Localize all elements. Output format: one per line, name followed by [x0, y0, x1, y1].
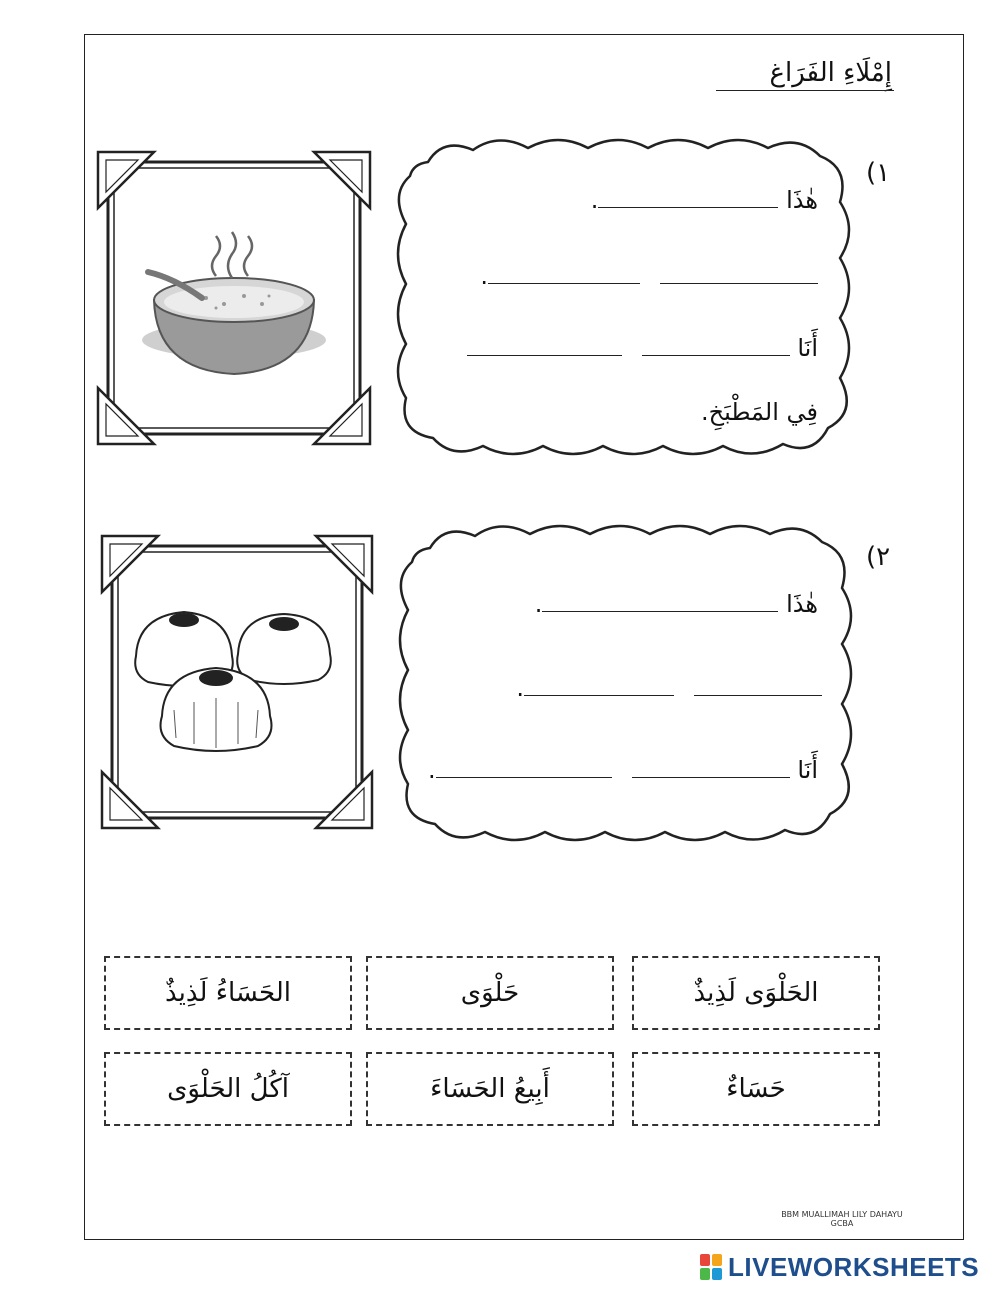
q1-line-3	[467, 334, 818, 362]
word-bank-item-1[interactable]: الحَلْوَى لَذِيذٌ	[632, 956, 880, 1030]
q2-blank-3[interactable]	[524, 693, 674, 696]
q1-line2-end: .	[480, 262, 488, 290]
liveworksheets-icon	[700, 1254, 722, 1280]
word-bank-item-3[interactable]: الحَسَاءُ لَذِيذٌ	[104, 956, 352, 1030]
worksheet-title: إِمْلَاءِ الفَرَاغ	[769, 58, 892, 88]
q2-blank-1[interactable]	[542, 609, 778, 612]
q2-line2-end: .	[516, 674, 524, 702]
word-bank-item-6[interactable]: آكُلُ الحَلْوَى	[104, 1052, 352, 1126]
liveworksheets-logo[interactable]	[700, 1252, 979, 1282]
q2-line1-start: هٰذَا	[786, 590, 818, 618]
author-credit	[762, 1210, 922, 1228]
credit-line-2: GCBA	[830, 1219, 854, 1228]
q2-blank-2[interactable]	[694, 693, 822, 696]
q1-line1-end: .	[590, 186, 599, 214]
q2-line-1	[535, 590, 818, 618]
q1-line3-start: أَنَا	[797, 334, 818, 362]
word-bank-item-4[interactable]: حَسَاءٌ	[632, 1052, 880, 1126]
q2-line-2	[516, 674, 822, 702]
q1-blank-2[interactable]	[660, 281, 818, 284]
q1-line1-start: هٰذَا	[786, 186, 818, 214]
q2-line3-end: .	[428, 756, 436, 784]
q1-blank-4[interactable]	[642, 353, 790, 356]
q1-line-2	[480, 262, 818, 290]
picture-frame-2	[98, 532, 376, 832]
q2-line-3	[428, 756, 818, 784]
question-number-1: ١)	[866, 158, 891, 188]
credit-line-1: BBM MUALLIMAH LILY DAHAYU	[781, 1210, 903, 1219]
question-number-2: ٢)	[866, 542, 891, 572]
word-bank-item-5[interactable]: أَبِيعُ الحَسَاءَ	[366, 1052, 614, 1126]
title-underline	[716, 90, 894, 91]
brand-name: LIVEWORKSHEETS	[728, 1251, 980, 1282]
q2-blank-4[interactable]	[632, 775, 790, 778]
q2-line3-start: أَنَا	[797, 756, 818, 784]
q1-line-4: فِي المَطْبَخِ.	[700, 398, 818, 426]
picture-frame-1	[94, 148, 374, 448]
q1-blank-5[interactable]	[467, 353, 622, 356]
q1-line-1	[591, 186, 818, 214]
q2-line1-end: .	[534, 590, 543, 618]
q1-blank-1[interactable]	[598, 205, 778, 208]
word-bank-item-2[interactable]: حَلْوَى	[366, 956, 614, 1030]
q1-blank-3[interactable]	[488, 281, 640, 284]
q2-blank-5[interactable]	[436, 775, 612, 778]
